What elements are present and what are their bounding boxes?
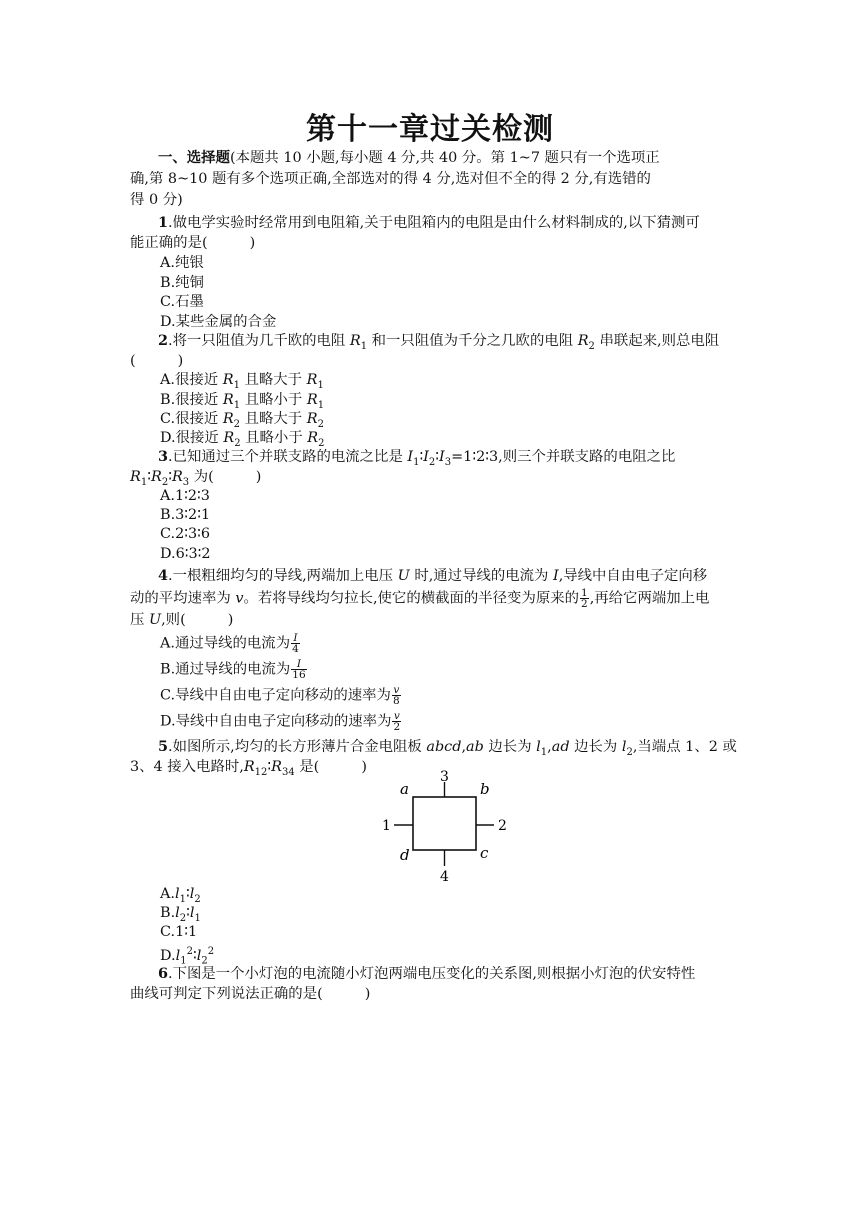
question-3-option-a: A.1∶2∶3 xyxy=(160,488,210,504)
corner-c-label: c xyxy=(480,844,489,862)
question-2-stem-line-2: ( ) xyxy=(130,353,184,369)
question-3-stem-line-2: $R_1∶R_2∶R_3$ 为( ) xyxy=(130,469,262,488)
question-6-stem-line-1: 6.下图是一个小灯泡的电流随小灯泡两端电压变化的关系图,则根据小灯泡的伏安特性 xyxy=(158,965,696,982)
question-1-option-b: B.纯铜 xyxy=(160,275,204,291)
question-1-stem-line-2: 能正确的是( ) xyxy=(130,235,256,251)
resistor-plate-figure xyxy=(376,770,516,885)
question-3-option-c: C.2∶3∶6 xyxy=(160,526,211,542)
question-1-stem-line-1: 1.做电学实验时经常用到电阻箱,关于电阻箱内的电阻是由什么材料制成的,以下猜测可 xyxy=(158,214,700,231)
question-1-option-d: D.某些金属的合金 xyxy=(160,314,277,330)
question-4-stem-line-2: 动的平均速率为 v。若将导线均匀拉长,使它的横截面的半径变为原来的 $\frac{1}{2}$ ,再给它两端加上电 xyxy=(130,587,710,610)
section-intro-line-2: 确,第 8~10 题有多个选项正确,全部选对的得 4 分,选对但不全的得 2 分,有选错的 xyxy=(130,171,651,187)
question-4-option-a: A.通过导线的电流为 $\frac{I}{4}$ xyxy=(160,632,299,655)
corner-a-label: a xyxy=(400,780,409,798)
page-title: 第十一章过关检测 xyxy=(306,112,554,147)
question-1-option-c: C.石墨 xyxy=(160,294,204,310)
question-5-option-c: C.1∶1 xyxy=(160,924,198,940)
section-heading: 一、选择题 xyxy=(158,149,230,166)
question-5-option-b: $B.l_2∶l_1$ xyxy=(160,905,201,924)
question-6-stem-line-2: 曲线可判定下列说法正确的是( ) xyxy=(130,986,371,1002)
question-2-option-c: C.很接近 $R_2$ 且略大于 $R_2$ xyxy=(160,411,324,430)
question-5-option-d: $D.l_1^2∶l_2^2$ xyxy=(160,946,215,967)
question-2-option-d: D.很接近 $R_2$ 且略小于 $R_2$ xyxy=(160,430,325,449)
question-4-option-b: B.通过导线的电流为 $\frac{I}{16}$ xyxy=(160,658,306,681)
terminal-3-label: 3 xyxy=(440,770,449,785)
fraction-one-half: $\frac{1}{2}$ xyxy=(581,587,588,610)
question-3-option-d: D.6∶3∶2 xyxy=(160,546,211,562)
terminal-2-label: 2 xyxy=(498,818,507,834)
question-4-stem-line-3: 压 U,则( ) xyxy=(130,612,234,628)
question-4-option-d: D.导线中自由电子定向移动的速率为 $\frac{v}{2}$ xyxy=(160,710,401,733)
corner-b-label: b xyxy=(480,780,490,798)
question-5-stem-line-1: 5.如图所示,均匀的长方形薄片合金电阻板 abcd,ab 边长为 $l_1,ad$ 边长为 $l_2$,当端点 1、2 或 xyxy=(158,738,737,758)
question-4-option-c: C.导线中自由电子定向移动的速率为 $\frac{v}{8}$ xyxy=(160,684,400,707)
question-3-stem-line-1: 3.已知通过三个并联支路的电流之比是 $I_1∶I_2∶I_3=1∶2∶3$,则三个并联支路的电阻之比 xyxy=(158,448,676,468)
corner-d-label: d xyxy=(400,846,410,864)
plate-rectangle xyxy=(413,797,476,850)
question-2-option-a: A.很接近 $R_1$ 且略大于 $R_1$ xyxy=(160,372,324,391)
question-4-stem-line-1: 4.一根粗细均匀的导线,两端加上电压 U 时,通过导线的电流为 I,导线中自由电子定向移 xyxy=(158,567,708,584)
terminal-1-label: 1 xyxy=(382,818,391,834)
section-intro-line-3: 得 0 分) xyxy=(130,192,183,208)
question-3-option-b: B.3∶2∶1 xyxy=(160,507,211,523)
question-2-stem-line-1: 2.将一只阻值为几千欧的电阻 $R_1$ 和一只阻值为千分之几欧的电阻 $R_2$ 串联起来,则总电阻 xyxy=(158,332,720,352)
question-5-option-a: $A.l_1∶l_2$ xyxy=(160,886,201,905)
terminal-4-label: 4 xyxy=(440,869,449,885)
question-1-option-a: A.纯银 xyxy=(160,255,204,271)
question-5-stem-line-2: 3、4 接入电路时$,R_{12}∶R_{34}$ 是( ) xyxy=(130,759,367,778)
section-intro-line-1: 一、选择题(本题共 10 小题,每小题 4 分,共 40 分。第 1~7 题只有一个选项正 xyxy=(158,149,660,166)
question-2-option-b: B.很接近 $R_1$ 且略小于 $R_1$ xyxy=(160,392,325,411)
